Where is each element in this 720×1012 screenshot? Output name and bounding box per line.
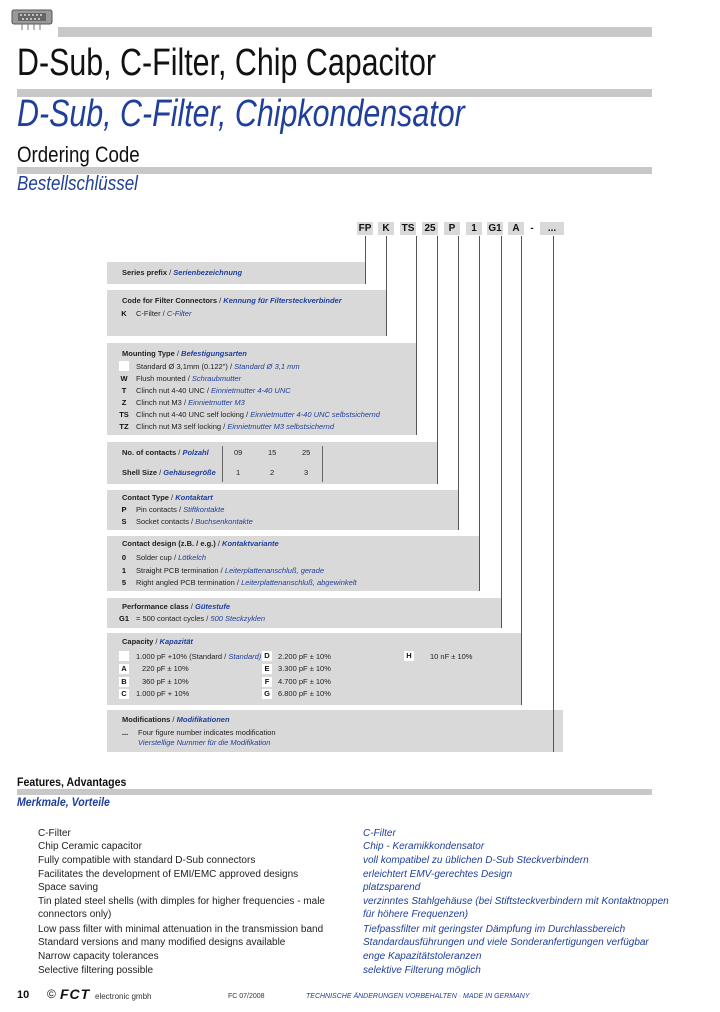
code-part: TS bbox=[401, 223, 415, 234]
mounting-code: W bbox=[120, 374, 128, 383]
connector-line bbox=[479, 236, 480, 591]
features-title: Features, Advantages bbox=[17, 775, 127, 789]
feature-item: C-Filter bbox=[38, 828, 71, 839]
code-part: 1 bbox=[466, 222, 482, 235]
copyright-symbol: © bbox=[47, 987, 56, 1001]
capacity-code-blank bbox=[119, 651, 129, 661]
feature-item-de: verzinntes Stahlgehäuse (bei Stiftsteckverbindern mit Kontaktnoppen bbox=[363, 896, 669, 907]
capacity-code: C bbox=[119, 689, 129, 699]
feature-item-de: Tiefpassfilter mit geringster Dämpfung im Durchlassbereich bbox=[363, 924, 626, 935]
mounting-code: TZ bbox=[119, 422, 129, 431]
code-part: 25 bbox=[422, 222, 438, 235]
page-title: D-Sub, C-Filter, Chip Capacitor bbox=[17, 42, 436, 84]
capacity-item: 2.200 pF ± 10% bbox=[278, 652, 331, 661]
modifications-item-de: Vierstellige Nummer für die Modifikation bbox=[138, 738, 271, 747]
capacity-code: E bbox=[262, 664, 272, 674]
divider bbox=[322, 446, 323, 482]
shell-value: 1 bbox=[236, 468, 241, 477]
mounting-item: Clinch nut M3 / Einnietmutter M3 bbox=[136, 398, 245, 407]
capacity-item: 6.800 pF ± 10% bbox=[278, 689, 331, 698]
brand-logo: FCT bbox=[60, 986, 91, 1002]
performance-code: G1 bbox=[118, 614, 129, 623]
section-title: Ordering Code bbox=[17, 142, 140, 167]
design-item: Solder cup / Lötkelch bbox=[136, 553, 207, 562]
design-code: 0 bbox=[121, 553, 127, 562]
connector-line bbox=[365, 236, 366, 284]
capacity-code: B bbox=[119, 677, 129, 687]
doc-code: FC 07/2008 bbox=[228, 993, 265, 1000]
series-label: Series prefix / Serienbezeichnung bbox=[122, 268, 243, 277]
connector-line bbox=[458, 236, 459, 530]
feature-item-de: für höhere Frequenzen) bbox=[363, 909, 469, 920]
capacity-item: 1.000 pF + 10% bbox=[136, 689, 190, 698]
design-code: 5 bbox=[121, 578, 127, 587]
contacts-value: 09 bbox=[234, 448, 243, 457]
code-part: FP bbox=[358, 223, 372, 234]
feature-item: Standard versions and many modified designs available bbox=[38, 937, 286, 948]
connector-line bbox=[437, 236, 438, 484]
code-part: K bbox=[378, 222, 394, 235]
contacts-value: 15 bbox=[268, 448, 277, 457]
feature-item: Tin plated steel shells (with dimples for higher frequencies - male bbox=[38, 896, 325, 907]
capacity-code: G bbox=[262, 689, 272, 699]
feature-item-de: voll kompatibel zu üblichen D-Sub Steckverbindern bbox=[363, 855, 589, 866]
code-part: G1 bbox=[488, 223, 502, 234]
brand-suffix: electronic gmbh bbox=[95, 992, 152, 1001]
capacity-code: A bbox=[119, 664, 129, 674]
feature-item: Fully compatible with standard D-Sub connectors bbox=[38, 855, 256, 866]
capacity-code: F bbox=[262, 677, 272, 687]
capacity-item: 10 nF ± 10% bbox=[430, 652, 473, 661]
code-part: ... bbox=[540, 222, 564, 235]
connector-line bbox=[386, 236, 387, 336]
features-title-de: Merkmale, Vorteile bbox=[17, 795, 110, 809]
capacity-code: D bbox=[262, 651, 272, 661]
feature-item-de: erleichtert EMV-gerechtes Design bbox=[363, 869, 513, 880]
design-label: Contact design (z.B. / e.g.) / Kontaktvariante bbox=[122, 539, 279, 548]
mounting-label: Mounting Type / Befestigungsarten bbox=[122, 349, 247, 358]
shell-value: 3 bbox=[304, 468, 309, 477]
connector-line bbox=[416, 236, 417, 435]
design-item: Straight PCB termination / Leiterplattenanschluß, gerade bbox=[136, 566, 325, 575]
feature-item-de: selektive Filterung möglich bbox=[363, 965, 481, 976]
shell-value: 2 bbox=[270, 468, 275, 477]
features-bar bbox=[17, 789, 652, 795]
connector-line bbox=[501, 236, 502, 628]
shell-label: Shell Size / Gehäusegröße bbox=[122, 468, 216, 477]
design-item: Right angled PCB termination / Leiterplattenanschluß, abgewinkelt bbox=[136, 578, 357, 587]
feature-item: Narrow capacity tolerances bbox=[38, 951, 159, 962]
contact-type-item: Pin contacts / Stiftkontakte bbox=[136, 505, 225, 514]
capacity-item: 3.300 pF ± 10% bbox=[278, 664, 331, 673]
mounting-item: Flush mounted / Schraubmutter bbox=[136, 374, 242, 383]
feature-item: Low pass filter with minimal attenuation in the transmission band bbox=[38, 924, 324, 935]
connector-line bbox=[553, 236, 554, 752]
code-part: A bbox=[508, 222, 524, 235]
feature-item: connectors only) bbox=[38, 909, 112, 920]
feature-item: Space saving bbox=[38, 882, 99, 893]
capacity-label: Capacity / Kapazität bbox=[122, 637, 193, 646]
feature-item-de: Chip - Keramikkondensator bbox=[363, 841, 485, 852]
mounting-item: Clinch nut 4-40 UNC / Einnietmutter 4-40 UNC bbox=[136, 386, 291, 395]
feature-item-de: enge Kapazitätstoleranzen bbox=[363, 951, 482, 962]
capacity-item: 1.000 pF +10% (Standard / Standard) bbox=[136, 652, 262, 661]
contact-type-label: Contact Type / Kontaktart bbox=[122, 493, 213, 502]
divider bbox=[222, 446, 223, 482]
feature-item: Chip Ceramic capacitor bbox=[38, 841, 142, 852]
performance-label: Performance class / Gütestufe bbox=[122, 602, 230, 611]
capacity-item: 220 pF ± 10% bbox=[142, 664, 189, 673]
contacts-label: No. of contacts / Polzahl bbox=[122, 448, 209, 457]
feature-item: Facilitates the development of EMI/EMC approved designs bbox=[38, 869, 299, 880]
filter-item: C-Filter / C-Filter bbox=[136, 309, 192, 318]
mounting-code-blank bbox=[119, 361, 129, 371]
section-title-de: Bestellschlüssel bbox=[17, 173, 138, 195]
performance-item: = 500 contact cycles / 500 Steckzyklen bbox=[136, 614, 266, 623]
modifications-code: ... bbox=[121, 728, 129, 737]
footer-notice: TECHNISCHE ÄNDERUNGEN VORBEHALTEN · MADE IN GERMANY bbox=[306, 993, 530, 1000]
connector-line bbox=[521, 236, 522, 705]
contacts-value: 25 bbox=[302, 448, 311, 457]
feature-item-de: C-Filter bbox=[363, 828, 396, 839]
capacity-item: 4.700 pF ± 10% bbox=[278, 677, 331, 686]
mounting-item: Clinch nut 4-40 UNC self locking / Einnietmutter 4-40 UNC selbstsichernd bbox=[136, 410, 380, 419]
filter-label: Code for Filter Connectors / Kennung für Filtersteckverbinder bbox=[122, 296, 342, 305]
contact-type-item: Socket contacts / Buchsenkontakte bbox=[136, 517, 253, 526]
connector-icon bbox=[8, 4, 56, 32]
code-part: P bbox=[444, 222, 460, 235]
mounting-code: T bbox=[121, 386, 127, 395]
page-title-de: D-Sub, C-Filter, Chipkondensator bbox=[17, 93, 465, 135]
mounting-code: TS bbox=[119, 410, 129, 419]
mounting-item: Standard Ø 3,1mm (0.122") / Standard Ø 3,1 mm bbox=[136, 362, 300, 371]
modifications-label: Modifications / Modifikationen bbox=[122, 715, 230, 724]
feature-item: Selective filtering possible bbox=[38, 965, 154, 976]
capacity-code: H bbox=[404, 651, 414, 661]
contact-type-code: P bbox=[121, 505, 127, 514]
capacity-item: 360 pF ± 10% bbox=[142, 677, 189, 686]
contact-type-code: S bbox=[121, 517, 127, 526]
mounting-code: Z bbox=[121, 398, 127, 407]
mounting-item: Clinch nut M3 self locking / Einnietmutter M3 selbstsichernd bbox=[136, 422, 335, 431]
modifications-item: Four figure number indicates modification bbox=[138, 728, 276, 737]
code-part: - bbox=[530, 223, 534, 234]
feature-item-de: Standardausführungen und viele Sonderanfertigungen verfügbar bbox=[363, 937, 649, 948]
header-top-bar bbox=[58, 27, 652, 37]
page-number: 10 bbox=[17, 989, 30, 1001]
design-code: 1 bbox=[121, 566, 127, 575]
filter-code: K bbox=[121, 309, 127, 318]
feature-item-de: platzsparend bbox=[363, 882, 421, 893]
